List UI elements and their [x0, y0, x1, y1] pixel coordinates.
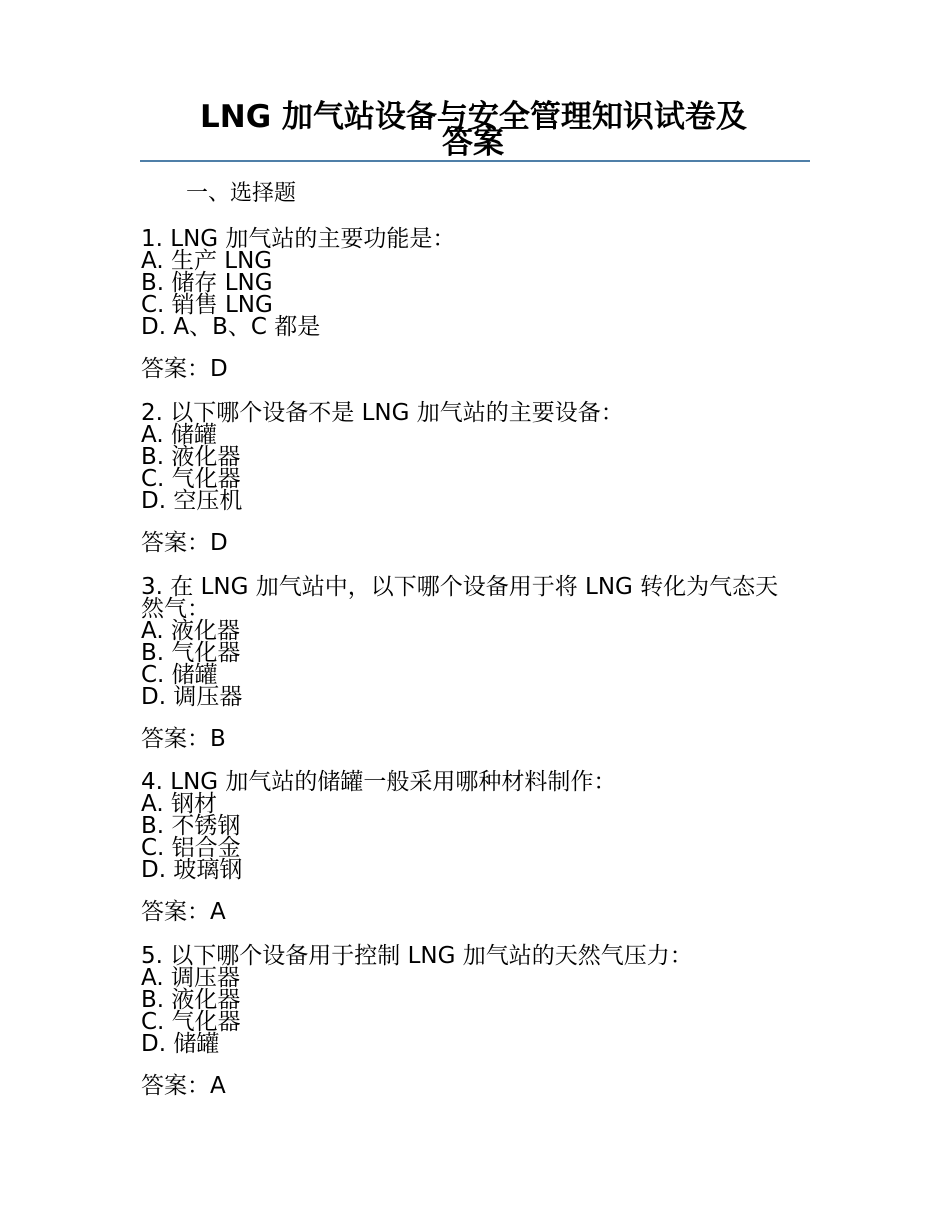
question-text: 2. 以下哪个设备不是 LNG 加气站的主要设备：	[141, 400, 624, 426]
option-c: C. 气化器	[141, 466, 241, 492]
option-a: A. 调压器	[141, 965, 240, 991]
question-5	[141, 945, 811, 1055]
option-b: B. 气化器	[141, 640, 241, 666]
question-text: 5. 以下哪个设备用于控制 LNG 加气站的天然气压力：	[141, 943, 693, 969]
option-b: B. 液化器	[141, 987, 241, 1013]
option-c: C. 销售 LNG	[141, 292, 273, 318]
question-3	[141, 576, 811, 708]
option-b: B. 储存 LNG	[141, 270, 273, 296]
answer-1: 答案：D	[141, 356, 228, 382]
question-text: 3. 在 LNG 加气站中，以下哪个设备用于将 LNG 转化为气态天然气：	[141, 574, 779, 622]
answer-5: 答案：A	[141, 1073, 226, 1099]
option-a: A. 钢材	[141, 791, 217, 817]
option-b: B. 不锈钢	[141, 813, 241, 839]
question-text: 4. LNG 加气站的储罐一般采用哪种材料制作：	[141, 769, 617, 795]
option-d: D. 空压机	[141, 488, 243, 514]
question-text: 1. LNG 加气站的主要功能是：	[141, 226, 456, 252]
answer-4: 答案：A	[141, 899, 226, 925]
option-d: D. 玻璃钢	[141, 857, 243, 883]
title-line-1: LNG 加气站设备与安全管理知识试卷及	[200, 99, 747, 135]
question-2	[141, 402, 811, 512]
answer-3: 答案：B	[141, 726, 226, 752]
answer-2: 答案：D	[141, 530, 228, 556]
title-divider	[140, 160, 810, 162]
option-a: A. 生产 LNG	[141, 248, 273, 274]
option-b: B. 液化器	[141, 444, 241, 470]
title-line-2: 答案	[442, 125, 504, 161]
option-d: D. 调压器	[141, 684, 243, 710]
option-a: A. 储罐	[141, 422, 217, 448]
option-c: C. 气化器	[141, 1009, 241, 1035]
section-heading: 一、选择题	[186, 181, 297, 206]
option-d: D. 储罐	[141, 1031, 220, 1057]
option-a: A. 液化器	[141, 618, 240, 644]
option-c: C. 储罐	[141, 662, 218, 688]
question-1	[141, 228, 811, 338]
document-title	[200, 99, 810, 161]
question-4	[141, 771, 811, 881]
option-d: D. A、B、C 都是	[141, 314, 321, 340]
option-c: C. 铝合金	[141, 835, 241, 861]
